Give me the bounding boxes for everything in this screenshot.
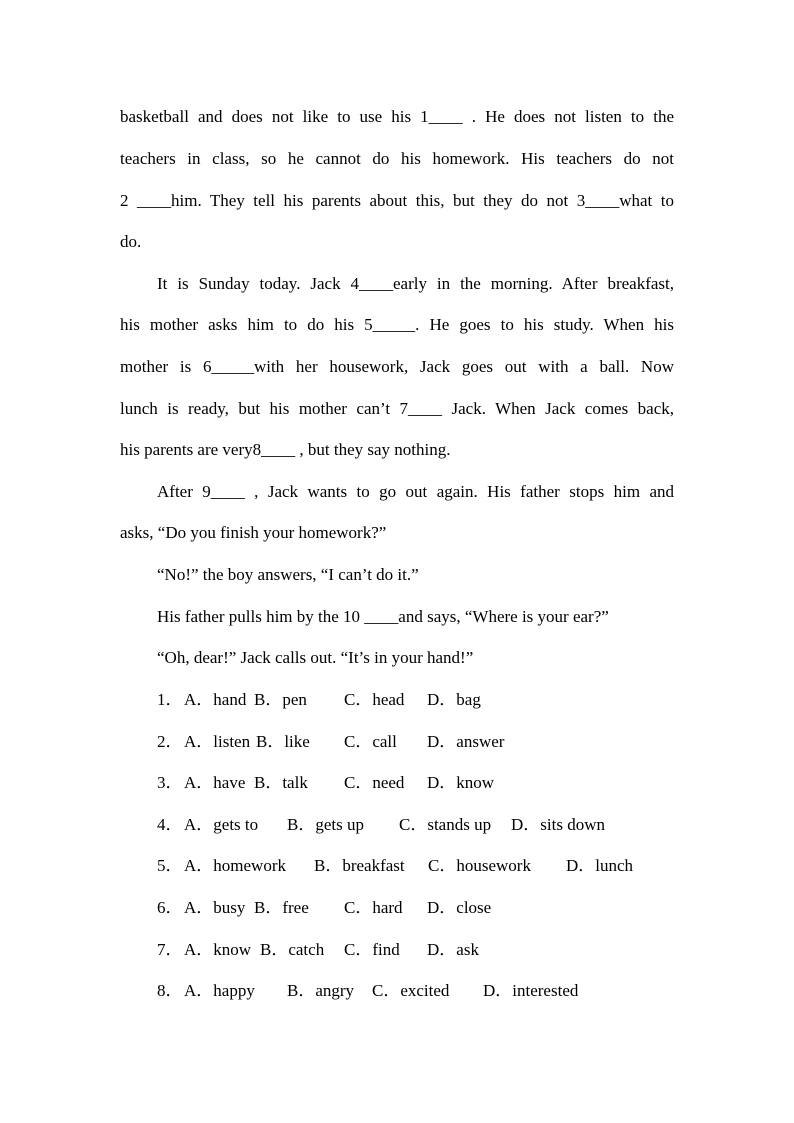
option-c: C．call (344, 732, 397, 751)
passage-line: It is Sunday today. Jack 4____early in the morning. After breakfast, (157, 274, 674, 293)
option-b: B．angry (287, 981, 355, 1000)
option-a: A．know (184, 940, 252, 959)
passage-line: 2 ____him. They tell his parents about this, but they do not 3____what to (120, 191, 674, 210)
passage-line: lunch is ready, but his mother can’t 7____ Jack. When Jack comes back, (120, 399, 674, 418)
option-c: C．stands up (399, 815, 492, 834)
passage-line: teachers in class, so he cannot do his homework. His teachers do not (120, 149, 674, 168)
option-a: A．hand (184, 690, 247, 709)
passage-line: After 9____ , Jack wants to go out again. His father stops him and (157, 482, 674, 501)
question-row (157, 690, 677, 710)
question-row (157, 856, 677, 876)
question-row (157, 981, 677, 1001)
passage-line: his mother asks him to do his 5_____. He goes to his study. When his (120, 315, 674, 334)
question-row (157, 773, 677, 793)
question-number: 4． (157, 815, 183, 834)
option-b: B．like (256, 732, 310, 751)
option-d: D．close (427, 898, 492, 917)
option-d: D．sits down (511, 815, 605, 834)
question-row (157, 898, 677, 918)
option-d: D．bag (427, 690, 481, 709)
passage-line: “No!” the boy answers, “I can’t do it.” (157, 565, 419, 584)
passage-line: his parents are very8____ , but they say nothing. (120, 440, 451, 459)
passage-line: mother is 6_____with her housework, Jack goes out with a ball. Now (120, 357, 674, 376)
question-number: 6． (157, 898, 183, 917)
option-c: C．excited (372, 981, 450, 1000)
passage-line: His father pulls him by the 10 ____and says, “Where is your ear?” (157, 607, 609, 626)
passage-line: asks, “Do you finish your homework?” (120, 523, 387, 542)
option-b: B．talk (254, 773, 308, 792)
option-c: C．find (344, 940, 400, 959)
option-d: D．answer (427, 732, 505, 751)
option-b: B．gets up (287, 815, 364, 834)
option-a: A．happy (184, 981, 255, 1000)
option-a: A．have (184, 773, 246, 792)
option-b: B．pen (254, 690, 307, 709)
passage-line: do. (120, 232, 142, 251)
option-a: A．gets to (184, 815, 259, 834)
option-c: C．hard (344, 898, 403, 917)
question-number: 7． (157, 940, 183, 959)
option-b: B．free (254, 898, 309, 917)
option-a: A．busy (184, 898, 246, 917)
question-number: 8． (157, 981, 183, 1000)
option-d: D．interested (483, 981, 579, 1000)
passage-line: basketball and does not like to use his 1____ . He does not listen to the (120, 107, 674, 126)
option-c: C．housework (428, 856, 531, 875)
option-c: C．need (344, 773, 405, 792)
question-row (157, 815, 677, 835)
option-d: D．lunch (566, 856, 634, 875)
question-number: 3． (157, 773, 183, 792)
passage-line: “Oh, dear!” Jack calls out. “It’s in your hand!” (157, 648, 474, 667)
option-b: B．catch (260, 940, 325, 959)
question-number: 1． (157, 690, 183, 709)
option-c: C．head (344, 690, 405, 709)
question-row (157, 940, 677, 960)
option-b: B．breakfast (314, 856, 405, 875)
question-number: 2． (157, 732, 183, 751)
option-a: A．homework (184, 856, 286, 875)
question-row (157, 732, 677, 752)
option-d: D．know (427, 773, 495, 792)
option-a: A．listen (184, 732, 251, 751)
option-d: D．ask (427, 940, 479, 959)
question-number: 5． (157, 856, 183, 875)
